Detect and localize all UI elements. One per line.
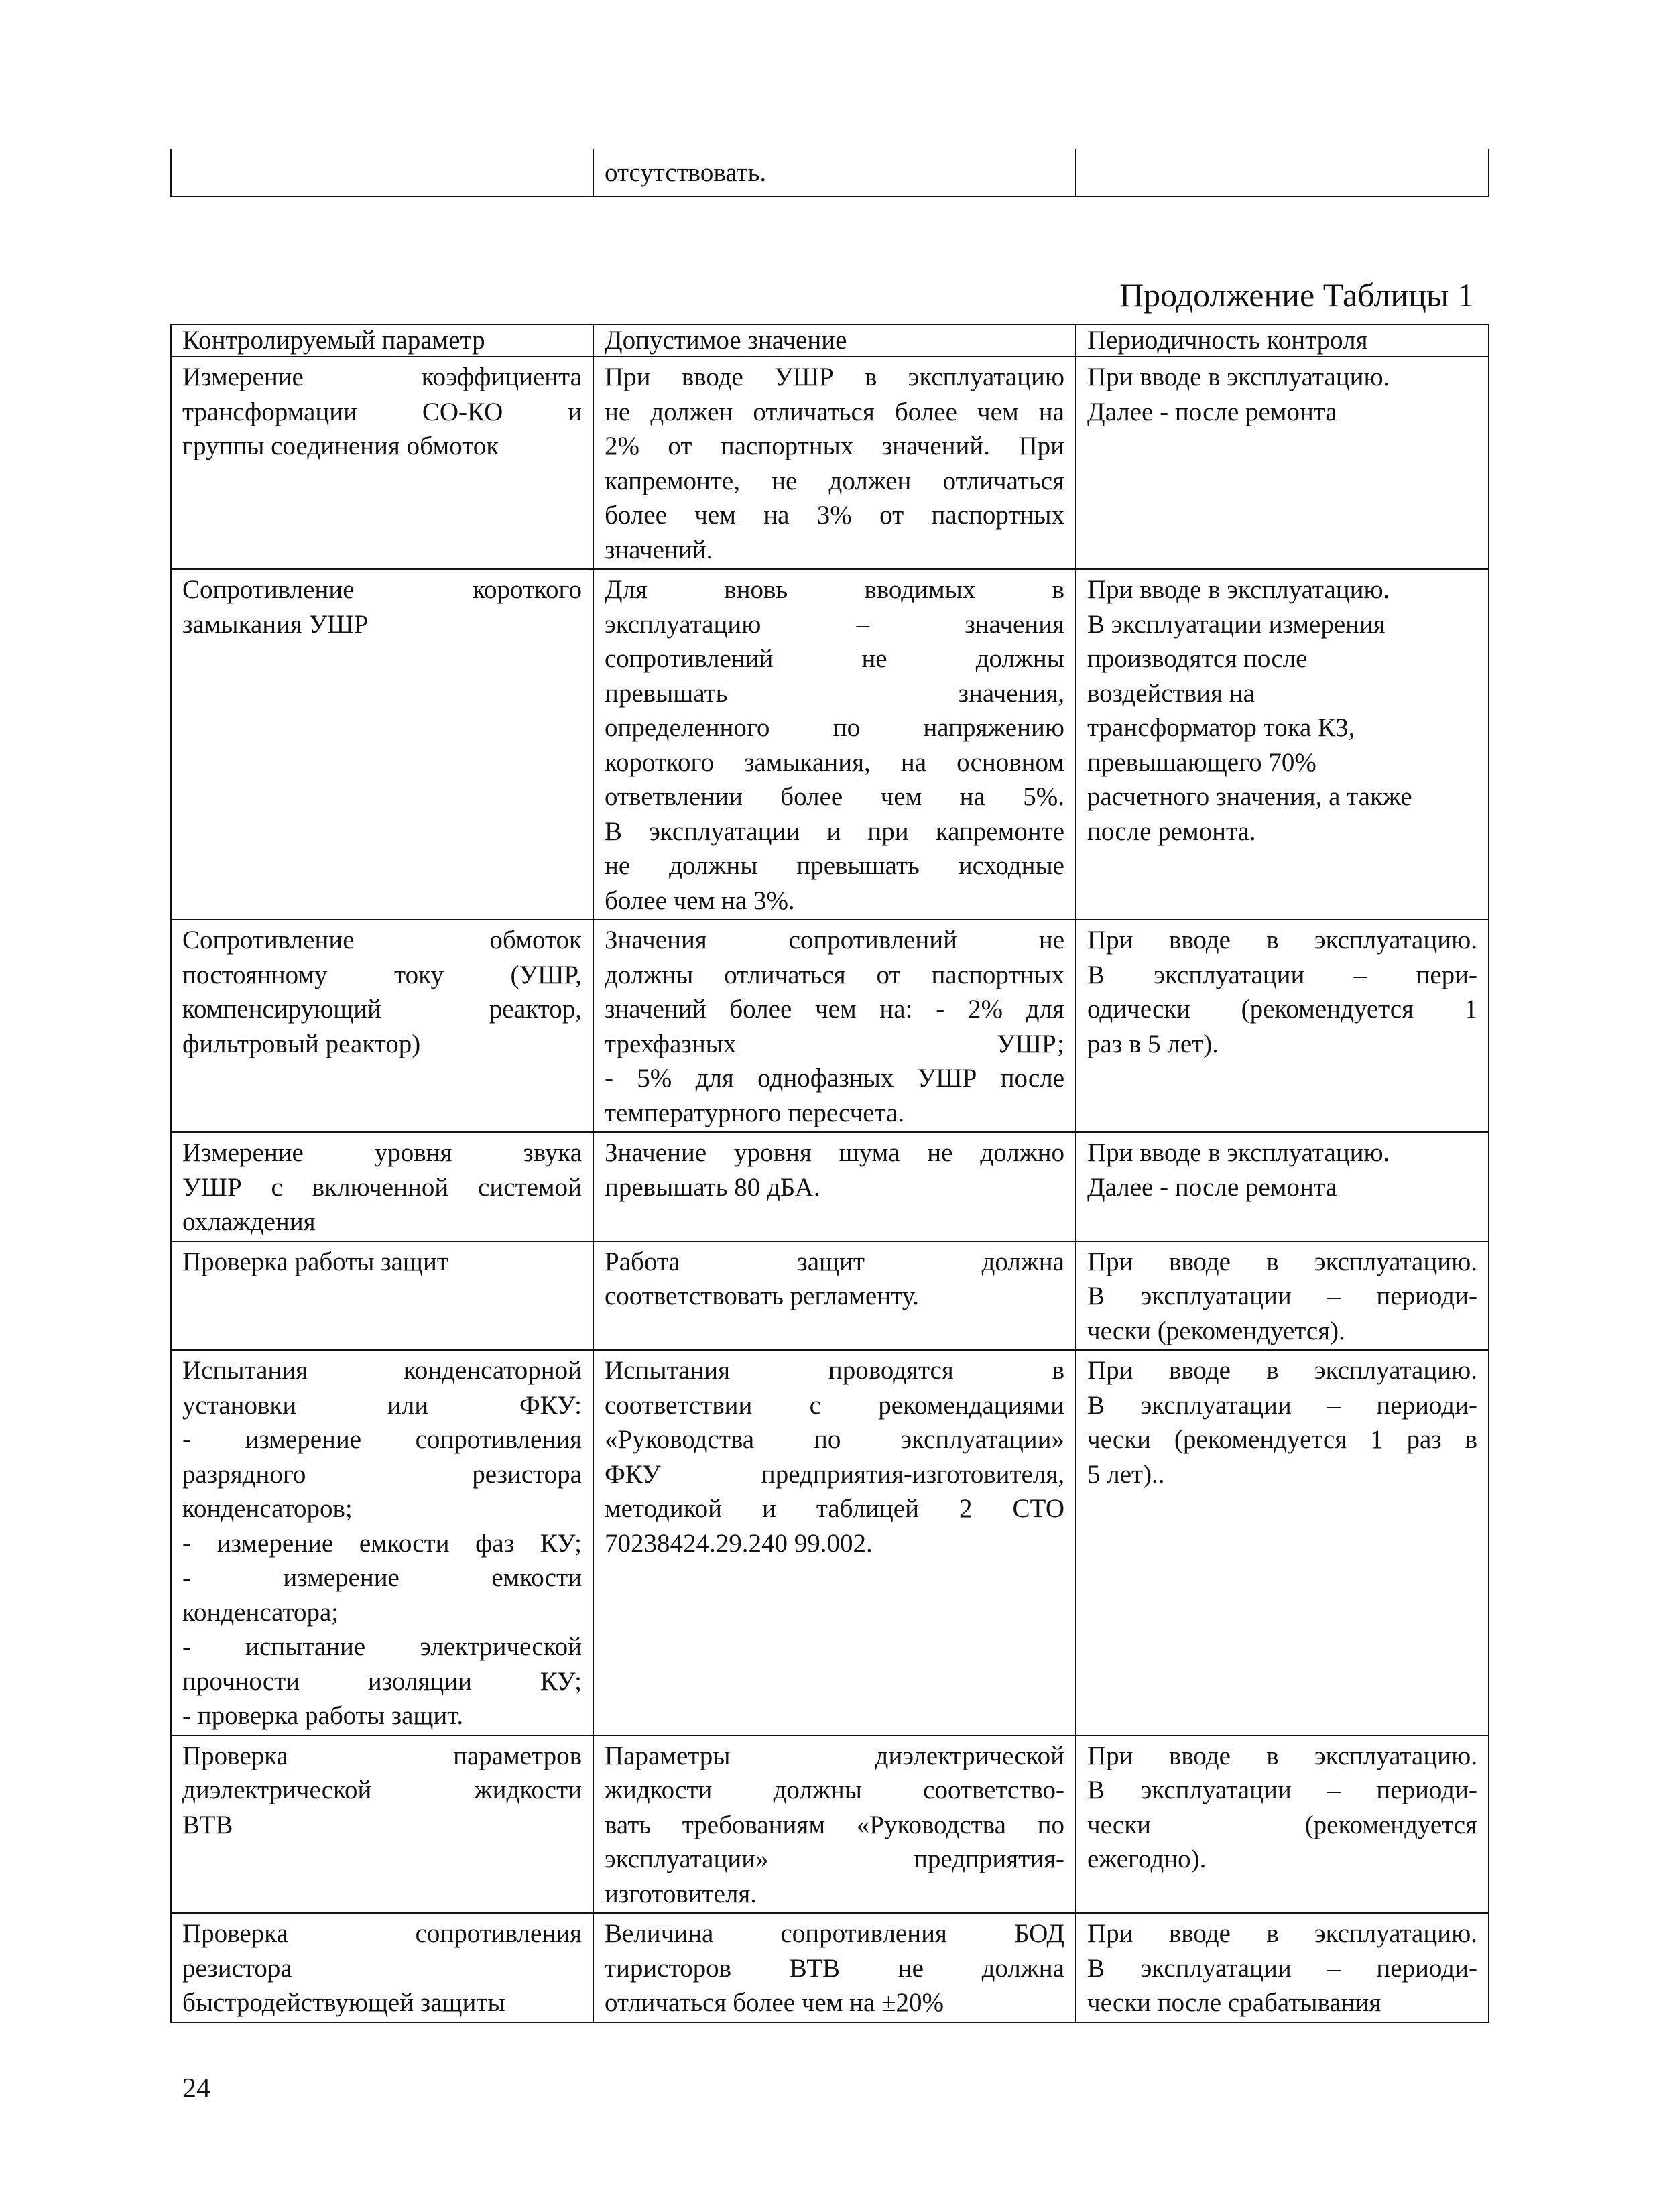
cell-param <box>171 1735 593 1914</box>
cell-text-line: трансформации СО-КО и <box>182 397 582 426</box>
table-row <box>171 1913 1489 2022</box>
cell-text-line: - измерение емкости <box>182 1563 582 1592</box>
cell-text-line: воздействия на <box>1087 678 1255 708</box>
cell-text-line: трансформатор тока КЗ, <box>1087 713 1355 742</box>
cell-param <box>171 1913 593 2022</box>
cell-text-line: 2% от паспортных значений. При <box>605 432 1064 460</box>
cell-text-line: «Руководства по эксплуатации» <box>605 1425 1064 1454</box>
cell-text-line: соответствии с рекомендациями <box>605 1390 1064 1420</box>
cell-text-line: При вводе в эксплуатацию. <box>1087 1919 1477 1948</box>
table-caption: Продолжение Таблицы 1 <box>1119 276 1474 314</box>
cell-text-line: В эксплуатации – периоди- <box>1087 1953 1477 1983</box>
cell-text-line: - испытание электрической <box>182 1632 582 1661</box>
cell-text-line: Проверка сопротивления <box>182 1919 582 1948</box>
cell-text-line: группы соединения обмоток <box>182 432 499 460</box>
cell-param <box>171 357 593 569</box>
cell-text-line: При вводе в эксплуатацию. <box>1087 363 1390 391</box>
cell-param <box>171 920 593 1132</box>
cell-text-line: постоянному току (УШР, <box>182 960 582 989</box>
cell-text-line: диэлектрической жидкости <box>182 1776 582 1804</box>
cell-text-line: значений более чем на: - 2% для <box>605 995 1064 1024</box>
column-header-value: Допустимое значение <box>593 324 1076 357</box>
cell-text-line: более чем на 3% от паспортных <box>605 501 1064 530</box>
cell-param <box>171 1241 593 1351</box>
cell-text-line: чески (рекомендуется). <box>1087 1316 1345 1345</box>
cell-text-line: фильтровый реактор) <box>182 1029 421 1058</box>
cell-text-line: ВТВ <box>182 1810 233 1839</box>
table-row <box>171 569 1489 920</box>
cell-text-line: При вводе УШР в эксплуатацию <box>605 363 1064 391</box>
cell-text-line: резистора <box>182 1953 292 1983</box>
cell-text-line: чески после срабатывания <box>1087 1988 1381 2017</box>
cell-text-line: после ремонта. <box>1087 816 1256 846</box>
cell-text-line: конденсаторов; <box>182 1494 353 1523</box>
cell-period <box>1076 1350 1489 1735</box>
cell-text-line: отличаться более чем на ±20% <box>605 1988 944 2017</box>
cell-period <box>1076 1132 1489 1241</box>
cell-text-line: прочности изоляции КУ; <box>182 1666 582 1696</box>
cell-period <box>1076 569 1489 920</box>
cell-text-line: При вводе в эксплуатацию. <box>1087 1247 1477 1276</box>
cell-text-line: В эксплуатации и при капремонте <box>605 816 1064 846</box>
cell-text-line: Проверка параметров <box>182 1741 582 1770</box>
cell-text-line: Испытания конденсаторной <box>182 1356 582 1385</box>
cell-param <box>171 1350 593 1735</box>
cell-text-line: - проверка работы защит. <box>182 1701 464 1730</box>
cell-value <box>593 1132 1076 1241</box>
table-row <box>171 149 1489 196</box>
cell-text-line: короткого замыкания, на основном <box>605 747 1064 777</box>
page-number: 24 <box>182 2073 210 2104</box>
cell-text-line: установки или ФКУ: <box>182 1390 582 1420</box>
cell-text-line: При вводе в эксплуатацию. <box>1087 1356 1477 1385</box>
cell-text-line: При вводе в эксплуатацию. <box>1087 1741 1477 1770</box>
cell-text-line: Далее - после ремонта <box>1087 397 1337 426</box>
cell-period <box>1076 1735 1489 1914</box>
table-row <box>171 1735 1489 1914</box>
cell-value <box>593 920 1076 1132</box>
cell-value <box>593 569 1076 920</box>
table-cell <box>1076 149 1489 196</box>
cell-text-line: Значения сопротивлений не <box>605 926 1064 955</box>
cell-text-line: превышать значения, <box>605 678 1064 708</box>
cell-text-line: чески (рекомендуется <box>1087 1810 1477 1839</box>
cell-text-line: Значение уровня шума не должно <box>605 1138 1064 1167</box>
cell-text-line: более чем на 3%. <box>605 885 795 915</box>
table-row <box>171 920 1489 1132</box>
cell-text-line: одически (рекомендуется 1 <box>1087 995 1477 1024</box>
cell-text-line: При вводе в эксплуатацию. <box>1087 926 1477 955</box>
cell-text-line: превышающего 70% <box>1087 747 1316 777</box>
cell-text-line: УШР с включенной системой <box>182 1172 582 1202</box>
cell-text-line: не должны превышать исходные <box>605 851 1064 880</box>
cell-text-line: производятся после <box>1087 644 1308 673</box>
cell-text-line: При вводе в эксплуатацию. <box>1087 575 1390 604</box>
control-parameters-table <box>170 324 1489 2023</box>
cell-text-line: компенсирующий реактор, <box>182 995 582 1024</box>
cell-text-line: эксплуатации» предприятия- <box>605 1845 1064 1873</box>
cell-text-line: В эксплуатации – периоди- <box>1087 1390 1477 1420</box>
cell-text-line: конденсатора; <box>182 1597 339 1627</box>
cell-text-line: В эксплуатации – периоди- <box>1087 1776 1477 1804</box>
cell-text-line: Параметры диэлектрической <box>605 1741 1064 1770</box>
cell-period <box>1076 1913 1489 2022</box>
cell-text-line: сопротивлений не должны <box>605 644 1064 673</box>
cell-value <box>593 357 1076 569</box>
cell-text-line: превышать 80 дБА. <box>605 1172 820 1202</box>
cell-text-line: При вводе в эксплуатацию. <box>1087 1138 1390 1167</box>
cell-text-line: замыкания УШР <box>182 609 369 639</box>
cell-text-line: капремонте, не должен отличаться <box>605 466 1064 495</box>
cell-text-line: Проверка работы защит <box>182 1247 448 1276</box>
cell-text-line: температурного пересчета. <box>605 1098 905 1127</box>
cell-text-line: разрядного резистора <box>182 1459 582 1489</box>
cell-text-line: тиристоров ВТВ не должна <box>605 1953 1064 1983</box>
cell-text-line: Работа защит должна <box>605 1247 1064 1276</box>
cell-text-line: Сопротивление обмоток <box>182 926 582 955</box>
cell-text-line: методикой и таблицей 2 СТО <box>605 1494 1064 1523</box>
table-row <box>171 1132 1489 1241</box>
cell-text-line: 5 лет).. <box>1087 1459 1165 1489</box>
cell-text-line: значений. <box>605 535 713 564</box>
cell-text-line: Сопротивление короткого <box>182 575 582 604</box>
cell-text-line: 70238424.29.240 99.002. <box>605 1528 873 1558</box>
cell-text-line: - 5% для однофазных УШР после <box>605 1064 1064 1093</box>
cell-text-line: охлаждения <box>182 1207 316 1236</box>
cell-text-line: В эксплуатации – периоди- <box>1087 1282 1477 1310</box>
cell-text-line: Далее - после ремонта <box>1087 1172 1337 1202</box>
cell-value <box>593 1913 1076 2022</box>
cell-text-line: Величина сопротивления БОД <box>605 1919 1064 1948</box>
table-row <box>171 1241 1489 1351</box>
cell-text-line: эксплуатацию – значения <box>605 609 1064 639</box>
cell-value <box>593 1350 1076 1735</box>
cell-text-line: изготовителя. <box>605 1879 757 1908</box>
cell-text-line: быстродействующей защиты <box>182 1988 505 2017</box>
cell-text-line: - измерение емкости фаз КУ; <box>182 1528 582 1558</box>
cell-text-line: Испытания проводятся в <box>605 1356 1064 1385</box>
cell-text-line: трехфазных УШР; <box>605 1029 1064 1058</box>
table-cell <box>171 149 593 196</box>
table-header-row <box>171 324 1489 357</box>
cell-value <box>593 1241 1076 1351</box>
column-header-period: Периодичность контроля <box>1076 324 1489 357</box>
table-row <box>171 357 1489 569</box>
cell-text-line: Измерение уровня звука <box>182 1138 582 1167</box>
cell-text-line: определенного по напряжению <box>605 713 1064 742</box>
cell-text-line: В эксплуатации измерения <box>1087 609 1385 639</box>
cell-text-line: расчетного значения, а также <box>1087 782 1412 811</box>
cell-text-line: вать требованиям «Руководства по <box>605 1810 1064 1839</box>
cell-text-line: Измерение коэффициента <box>182 363 582 391</box>
cell-text-line: чески (рекомендуется 1 раз в <box>1087 1425 1477 1454</box>
cell-period <box>1076 1241 1489 1351</box>
cell-text-line: раз в 5 лет). <box>1087 1029 1219 1058</box>
column-header-param: Контролируемый параметр <box>171 324 593 357</box>
cell-param <box>171 1132 593 1241</box>
cell-text-line: Для вновь вводимых в <box>605 575 1064 604</box>
cell-period <box>1076 357 1489 569</box>
cell-text-line: не должен отличаться более чем на <box>605 397 1064 426</box>
table-cell: отсутствовать. <box>593 149 1076 196</box>
cell-text-line: ежегодно). <box>1087 1845 1207 1873</box>
cell-value <box>593 1735 1076 1914</box>
cell-text-line: ответвлении более чем на 5%. <box>605 782 1064 811</box>
cell-text-line: ФКУ предприятия-изготовителя, <box>605 1459 1064 1489</box>
cell-period <box>1076 920 1489 1132</box>
previous-table-fragment <box>170 149 1489 197</box>
cell-text-line: В эксплуатации – пери- <box>1087 960 1477 989</box>
cell-text-line: жидкости должны соответство- <box>605 1776 1064 1804</box>
cell-text-line: должны отличаться от паспортных <box>605 960 1064 989</box>
cell-param <box>171 569 593 920</box>
cell-text-line: - измерение сопротивления <box>182 1425 582 1454</box>
table-row <box>171 1350 1489 1735</box>
cell-text-line: соответствовать регламенту. <box>605 1282 919 1310</box>
